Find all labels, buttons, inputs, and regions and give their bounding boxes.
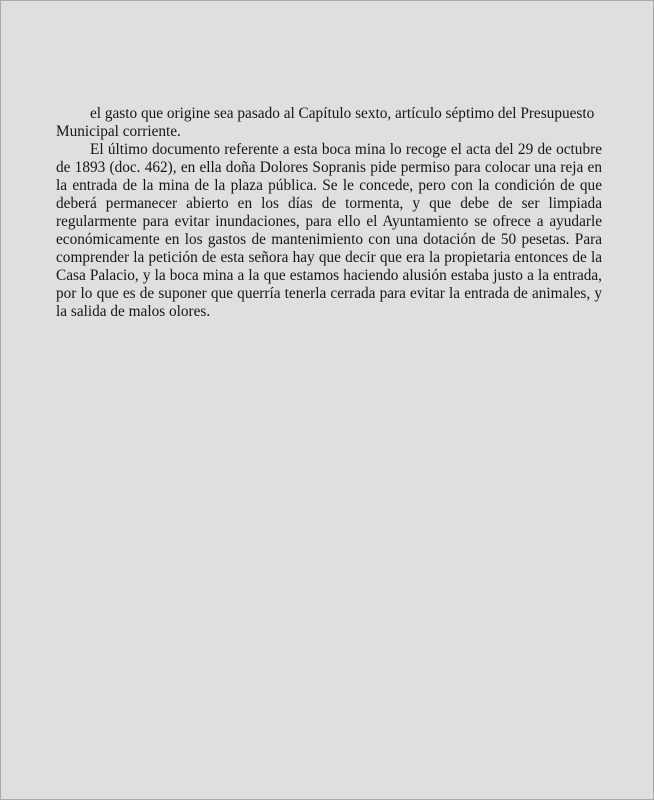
paragraph-continuation: el gasto que origine sea pasado al Capítulo sexto, artículo séptimo del Presupuesto Municipal corriente. (56, 105, 595, 140)
body-text (56, 105, 602, 321)
paragraph-acta-1893: El último documento referente a esta boca mina lo recoge el acta del 29 de octubre de 1893 (doc. 462), en ella doña Dolores Sopranis pide permiso para colocar una reja en la entrada de la mina de la plaza pública. Se le concede, pero con la condición de que deberá permanecer abierto en los días de tormenta, y que debe de ser limpiada regularmente para evitar inundaciones, para ello el Ayuntamiento se ofrece a ayudarle económicamente en los gastos de mantenimiento con una dotación de 50 pesetas. Para comprender la petición de esta señora hay que decir que era la propietaria entonces de la Casa Palacio, y la boca mina a la que estamos haciendo alusión estaba justo a la entrada, por lo que es de suponer que querría tenerla cerrada para evitar la entrada de animales, y la salida de malos olores. (56, 141, 602, 320)
